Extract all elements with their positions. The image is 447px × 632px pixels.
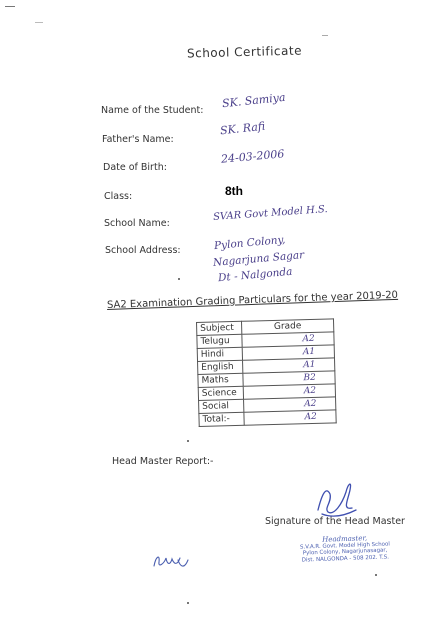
stamp-title: Headmaster, bbox=[322, 534, 368, 544]
grade-cell: B2 bbox=[243, 371, 335, 386]
exam-grading-heading: SA2 Examination Grading Particulars for the year 2019-20 bbox=[106, 289, 399, 311]
scan-mark bbox=[35, 22, 43, 23]
school-address-label: School Address: bbox=[105, 245, 181, 256]
scan-mark bbox=[187, 440, 189, 442]
initials-signature bbox=[150, 550, 192, 572]
school-address-line: Dt - Nalgonda bbox=[217, 265, 293, 285]
subject-cell: Total:- bbox=[199, 412, 244, 426]
grade-cell: A2 bbox=[244, 397, 336, 412]
father-name-label: Father's Name: bbox=[102, 134, 174, 145]
class-value: 8th bbox=[225, 184, 243, 198]
stamp-line: S.V.A.R. Govt. Model High School bbox=[299, 540, 390, 551]
subject-cell: Maths bbox=[198, 373, 243, 387]
scan-mark bbox=[178, 278, 180, 280]
dob-value: 24-03-2006 bbox=[220, 147, 285, 166]
grade-cell: A1 bbox=[243, 358, 335, 373]
subject-cell: Hindi bbox=[197, 347, 242, 361]
grade-cell: A1 bbox=[242, 345, 334, 360]
grade-cell: A2 bbox=[244, 410, 336, 425]
father-name-value: SK. Rafi bbox=[219, 119, 266, 138]
headmaster-signature bbox=[312, 474, 362, 522]
grade-cell: A2 bbox=[242, 332, 334, 347]
school-address-line: Pylon Colony, bbox=[213, 233, 286, 253]
subject-cell: English bbox=[198, 360, 243, 374]
school-name-value: SVAR Govt Model H.S. bbox=[212, 204, 328, 223]
scan-mark bbox=[322, 35, 328, 36]
scan-mark bbox=[375, 574, 377, 576]
grade-column-header: Grade bbox=[241, 319, 333, 334]
dob-label: Date of Birth: bbox=[103, 162, 167, 173]
head-master-report-label: Head Master Report:- bbox=[112, 456, 214, 467]
scan-mark bbox=[5, 6, 15, 7]
table-row bbox=[199, 410, 336, 427]
stamp-line: Pylon Colony, Nagarjunasagar, bbox=[302, 547, 388, 557]
stamp-line: Dist. NALGONDA - 508 202. T.S. bbox=[301, 553, 390, 564]
grade-cell: A2 bbox=[243, 384, 335, 399]
class-label: Class: bbox=[104, 191, 133, 202]
school-name-label: School Name: bbox=[104, 218, 170, 229]
subject-cell: Telugu bbox=[197, 334, 242, 348]
headmaster-stamp bbox=[300, 534, 391, 563]
subject-cell: Social bbox=[199, 399, 244, 413]
subject-cell: Science bbox=[198, 386, 243, 400]
student-name-value: SK. Samiya bbox=[221, 90, 287, 111]
school-address-line: Nagarjuna Sagar bbox=[212, 249, 305, 269]
scan-mark bbox=[187, 602, 189, 604]
subject-column-header: Subject bbox=[197, 321, 242, 335]
certificate-title: School Certificate bbox=[186, 43, 303, 61]
signature-label: Signature of the Head Master bbox=[265, 516, 405, 527]
student-name-label: Name of the Student: bbox=[101, 105, 204, 116]
grade-table bbox=[196, 318, 337, 427]
